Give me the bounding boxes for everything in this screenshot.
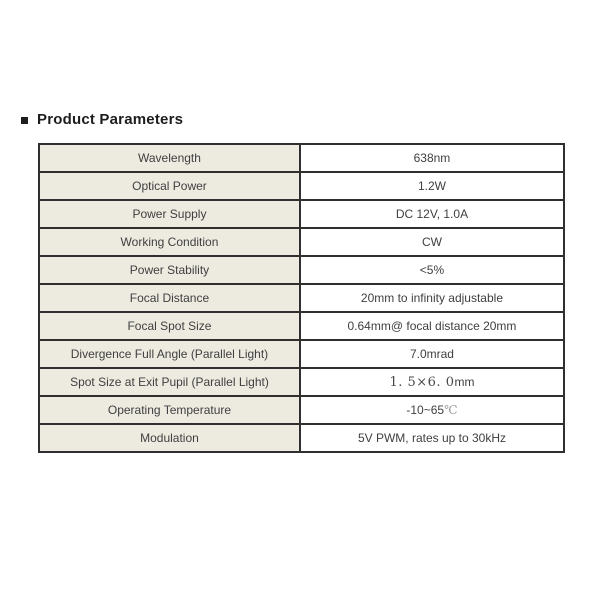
parameter-label-cell: Operating Temperature (39, 396, 300, 424)
parameter-value-cell: 1.2W (300, 172, 564, 200)
parameter-value-cell: 5V PWM, rates up to 30kHz (300, 424, 564, 452)
parameter-value-cell: <5% (300, 256, 564, 284)
table-row (39, 284, 564, 312)
table-row (39, 340, 564, 368)
value-fragment: mm (454, 374, 475, 389)
table-row (39, 144, 564, 172)
parameter-label-cell: Optical Power (39, 172, 300, 200)
parameter-value-cell: 20mm to infinity adjustable (300, 284, 564, 312)
parameter-label-cell: Power Stability (39, 256, 300, 284)
parameter-value-cell: 638nm (300, 144, 564, 172)
section-header (21, 111, 183, 128)
parameter-label-cell: Working Condition (39, 228, 300, 256)
table-row (39, 368, 564, 396)
parameter-label-cell: Spot Size at Exit Pupil (Parallel Light) (39, 368, 300, 396)
parameter-label-cell: Wavelength (39, 144, 300, 172)
table-row (39, 256, 564, 284)
table-row (39, 312, 564, 340)
square-bullet-icon (21, 117, 28, 124)
parameter-value-cell: DC 12V, 1.0A (300, 200, 564, 228)
parameter-label-cell: Power Supply (39, 200, 300, 228)
product-parameters-table (38, 143, 565, 453)
parameter-value-cell: 7.0mrad (300, 340, 564, 368)
parameter-value-cell: CW (300, 228, 564, 256)
parameter-value-cell (300, 368, 564, 396)
value-fragment: ℃ (444, 403, 458, 417)
parameter-value-cell (300, 396, 564, 424)
parameter-label-cell: Modulation (39, 424, 300, 452)
table-row (39, 172, 564, 200)
parameter-label-cell: Focal Distance (39, 284, 300, 312)
value-fragment: 1. 5×6. 0 (389, 374, 455, 390)
parameters-table-body (39, 144, 564, 452)
parameter-value-cell: 0.64mm@ focal distance 20mm (300, 312, 564, 340)
parameter-label-cell: Divergence Full Angle (Parallel Light) (39, 340, 300, 368)
page-title: Product Parameters (37, 111, 184, 128)
table-row (39, 396, 564, 424)
table-row (39, 424, 564, 452)
table-row (39, 228, 564, 256)
table-row (39, 200, 564, 228)
parameter-label-cell: Focal Spot Size (39, 312, 300, 340)
value-fragment: -10~65 (406, 403, 445, 417)
